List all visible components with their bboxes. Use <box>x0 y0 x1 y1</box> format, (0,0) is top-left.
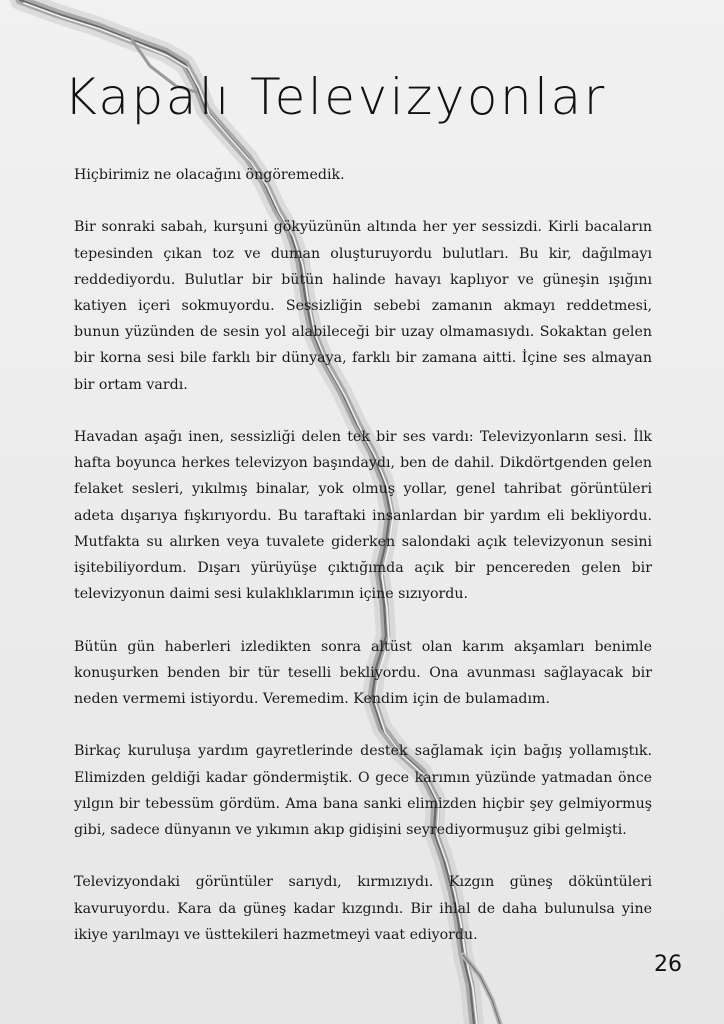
paragraph: Bütün gün haberleri izledikten sonra altüst olan karım akşamları benimle konuşurken benden bir tür teselli bekliyordu. Ona avunması sağlayacak bir neden vermemi istiyordu. Veremedim. Kendim için de bulamadım. <box>74 638 652 708</box>
paragraph: Bir sonraki sabah, kurşuni gökyüzünün altında her yer sessizdi. Kirli bacaların tepesinden çıkan toz ve duman oluşturuyordu bulutları. Bu kir, dağılmayı reddediyordu. Bulutlar bir bütün halinde havayı kaplıyor ve güneşin ışığını katiyen içeri sokmuyordu. Sessizliğin sebebi zamanın akmayı reddetmesi, bunun yüzünden de sesin yol alabileceği bir uzay olmamasıydı. Sokaktan gelen bir korna sesi bile farklı bir dünyaya, farklı bir zamana aitti. İçine ses almayan bir ortam vardı. <box>74 219 652 393</box>
paragraph: Televizyondaki görüntüler sarıydı, kırmızıydı. Kızgın güneş döküntüleri kavuruyordu. Kara da güneş kadar kızgındı. Bir ihlal de daha bulunulsa yine ikiye yarılmayı ve üsttekileri hazmetmeyi vaat ediyordu. <box>74 874 652 943</box>
paragraph: Hiçbirimiz ne olacağını öngöremedik. <box>74 167 345 183</box>
paragraph: Havadan aşağı inen, sessizliği delen tek bir ses vardı: Televizyonların sesi. İlk hafta boyunca herkes televizyon başındaydı, ben de dahil. Dikdörtgenden gelen felaket sesleri, yıkılmış binalar, yok olmuş yollar, genel tahribat görüntüleri adeta dışarıya fışkırıyordu. Bu taraftaki insanlardan bir yardım eli bekliyordu. Mutfakta su alırken veya tuvalete giderken salondaki açık televizyonun sesini işitebiliyordum. Dışarı yürüyüşe çıktığımda açık bir pencereden gelen bir televizyonun daimi sesi kulaklıklarımın içine sızıyordu. <box>74 429 652 603</box>
paragraph: Birkaç kuruluşa yardım gayretlerinde destek sağlamak için bağış yollamıştık. Elimizden geldiği kadar göndermiştik. O gece karımın yüzünde yatmadan önce yılgın bir tebessüm gördüm. Ama bana sanki elimizden hiçbir şey gelmiyormuş gibi, sadece dünyanın ve yıkımın akıp gidişini seyrediyormuşuz gibi gelmişti. <box>74 743 652 839</box>
article-title: Kapalı Televizyonlar <box>64 68 607 126</box>
article-body <box>74 162 652 974</box>
page-number: 26 <box>654 952 682 977</box>
